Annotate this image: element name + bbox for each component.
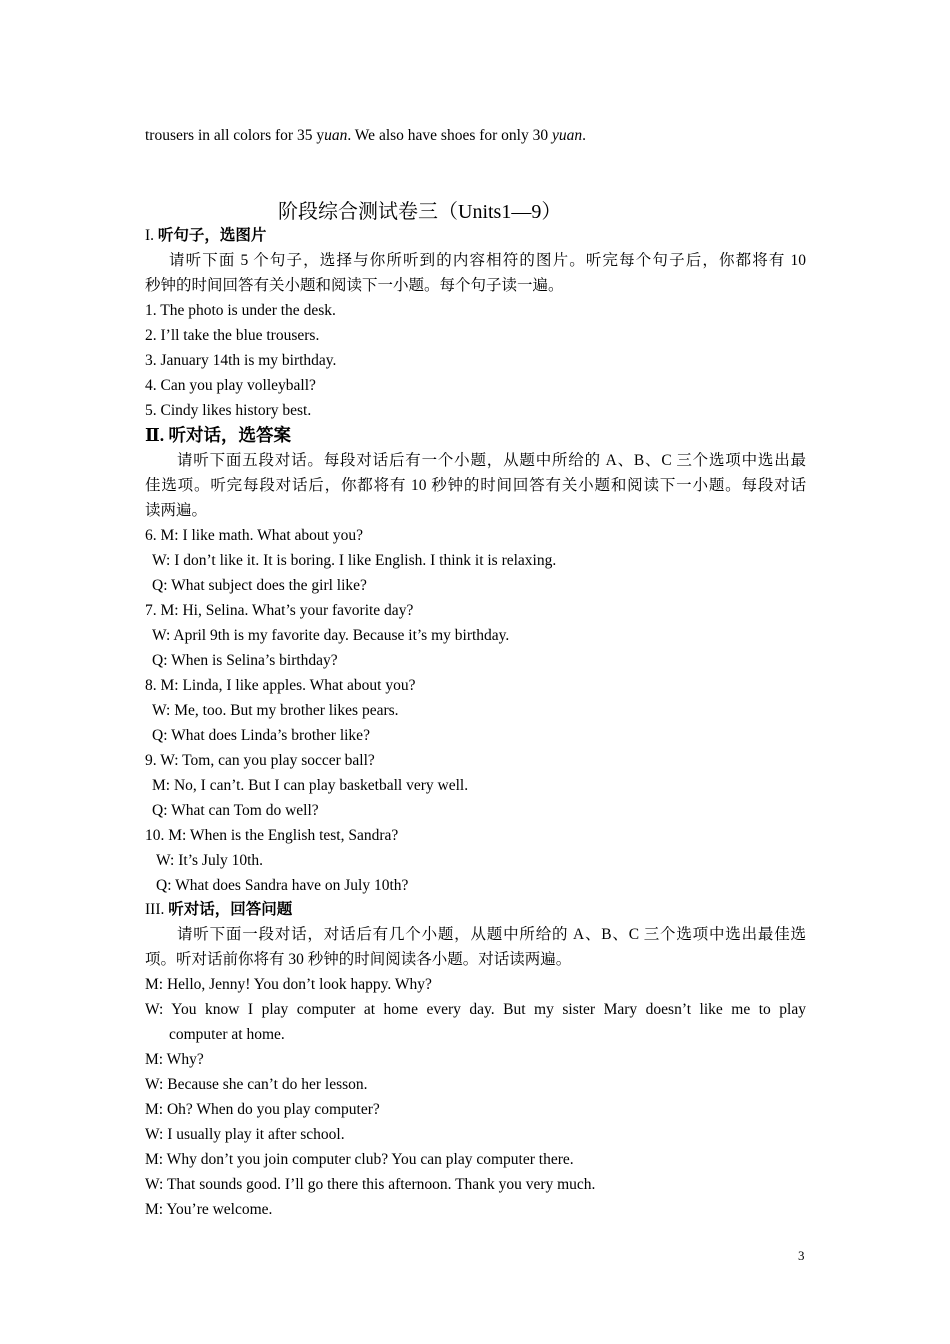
section1-title: 听句子，选图片 — [157, 227, 267, 244]
dialogue-line: 10. M: When is the English test, Sandra? — [145, 827, 399, 844]
dialogue-line: W: It’s July 10th. — [156, 852, 264, 869]
dialogue-line: 8. M: Linda, I like apples. What about you? — [145, 677, 416, 694]
sentence-item: 5. Cindy likes history best. — [145, 402, 312, 419]
text-segment: trousers in all colors for 35 y — [145, 127, 325, 144]
section1-instruction-line: 请听下面 5 个句子，选择与你所听到的内容相符的图片。听完每个句子后，你都将有 10 — [169, 252, 806, 269]
dialogue-line: 6. M: I like math. What about you? — [145, 527, 363, 544]
sentence-item: 2. I’ll take the blue trousers. — [145, 327, 320, 344]
dialogue-line: M: No, I can’t. But I can play basketball very well. — [152, 777, 469, 794]
sentence-item: 3. January 14th is my birthday. — [145, 352, 337, 369]
dialogue-line: Q: What does Linda’s brother like? — [152, 727, 370, 744]
sentence-item: 1. The photo is under the desk. — [145, 302, 336, 319]
section3-title: 听对话，回答问题 — [168, 901, 293, 918]
section3-number: III. — [145, 901, 169, 918]
text-segment: . — [582, 127, 587, 144]
section2-instruction-line: 读两遍。 — [145, 502, 208, 519]
dialogue-line: Q: What subject does the girl like? — [152, 577, 367, 594]
conversation-line: M: Oh? When do you play computer? — [145, 1101, 380, 1118]
conversation-line: W: That sounds good. I’ll go there this afternoon. Thank you very much. — [145, 1176, 596, 1193]
conversation-line: computer at home. — [169, 1026, 285, 1043]
section2-heading: Ⅱ. 听对话，选答案 — [145, 425, 291, 445]
italic-yuan: yuan — [552, 127, 583, 144]
section3-instruction-line: 请听下面一段对话，对话后有几个小题，从题中所给的 A、B、C 三个选项中选出最佳选 — [177, 926, 806, 943]
section2-instruction-line: 佳选项。听完每段对话后，你都将有 10 秒钟的时间回答有关小题和阅读下一小题。每段对话 — [145, 477, 806, 494]
section2-instruction-line: 请听下面五段对话。每段对话后有一个小题，从题中所给的 A、B、C 三个选项中选出最 — [177, 452, 806, 469]
conversation-line: M: Why don’t you join computer club? You can play computer there. — [145, 1151, 574, 1168]
dialogue-line: Q: When is Selina’s birthday? — [152, 652, 338, 669]
page-number: 3 — [798, 1248, 805, 1263]
dialogue-line: W: I don’t like it. It is boring. I like English. I think it is relaxing. — [152, 552, 557, 569]
italic-yuan: uan — [324, 127, 348, 144]
conversation-line: M: You’re welcome. — [145, 1201, 273, 1218]
dialogue-line: Q: What can Tom do well? — [152, 802, 319, 819]
dialogue-line: W: Me, too. But my brother likes pears. — [152, 702, 399, 719]
conversation-line: W: I usually play it after school. — [145, 1126, 345, 1143]
dialogue-line: 7. M: Hi, Selina. What’s your favorite day? — [145, 602, 414, 619]
dialogue-line: 9. W: Tom, can you play soccer ball? — [145, 752, 375, 769]
section3-heading — [145, 900, 292, 920]
conversation-line: M: Hello, Jenny! You don’t look happy. Why? — [145, 976, 432, 993]
conversation-line: M: Why? — [145, 1051, 204, 1068]
sentence-item: 4. Can you play volleyball? — [145, 377, 316, 394]
conversation-line: W: Because she can’t do her lesson. — [145, 1076, 368, 1093]
dialogue-line: W: April 9th is my favorite day. Because it’s my birthday. — [152, 627, 510, 644]
continued-text-line — [145, 126, 586, 146]
test-title: 阶段综合测试卷三（Units1—9） — [278, 201, 562, 223]
section1-heading — [145, 226, 266, 246]
section1-instruction-line: 秒钟的时间回答有关小题和阅读下一小题。每个句子读一遍。 — [145, 277, 564, 294]
text-segment: . We also have shoes for only 30 — [347, 127, 552, 144]
section1-number: I. — [145, 227, 158, 244]
dialogue-line: Q: What does Sandra have on July 10th? — [156, 877, 409, 894]
section3-instruction-line: 项。听对话前你将有 30 秒钟的时间阅读各小题。对话读两遍。 — [145, 951, 572, 968]
conversation-line: W: You know I play computer at home every day. But my sister Mary doesn’t like me to play — [145, 1001, 806, 1018]
